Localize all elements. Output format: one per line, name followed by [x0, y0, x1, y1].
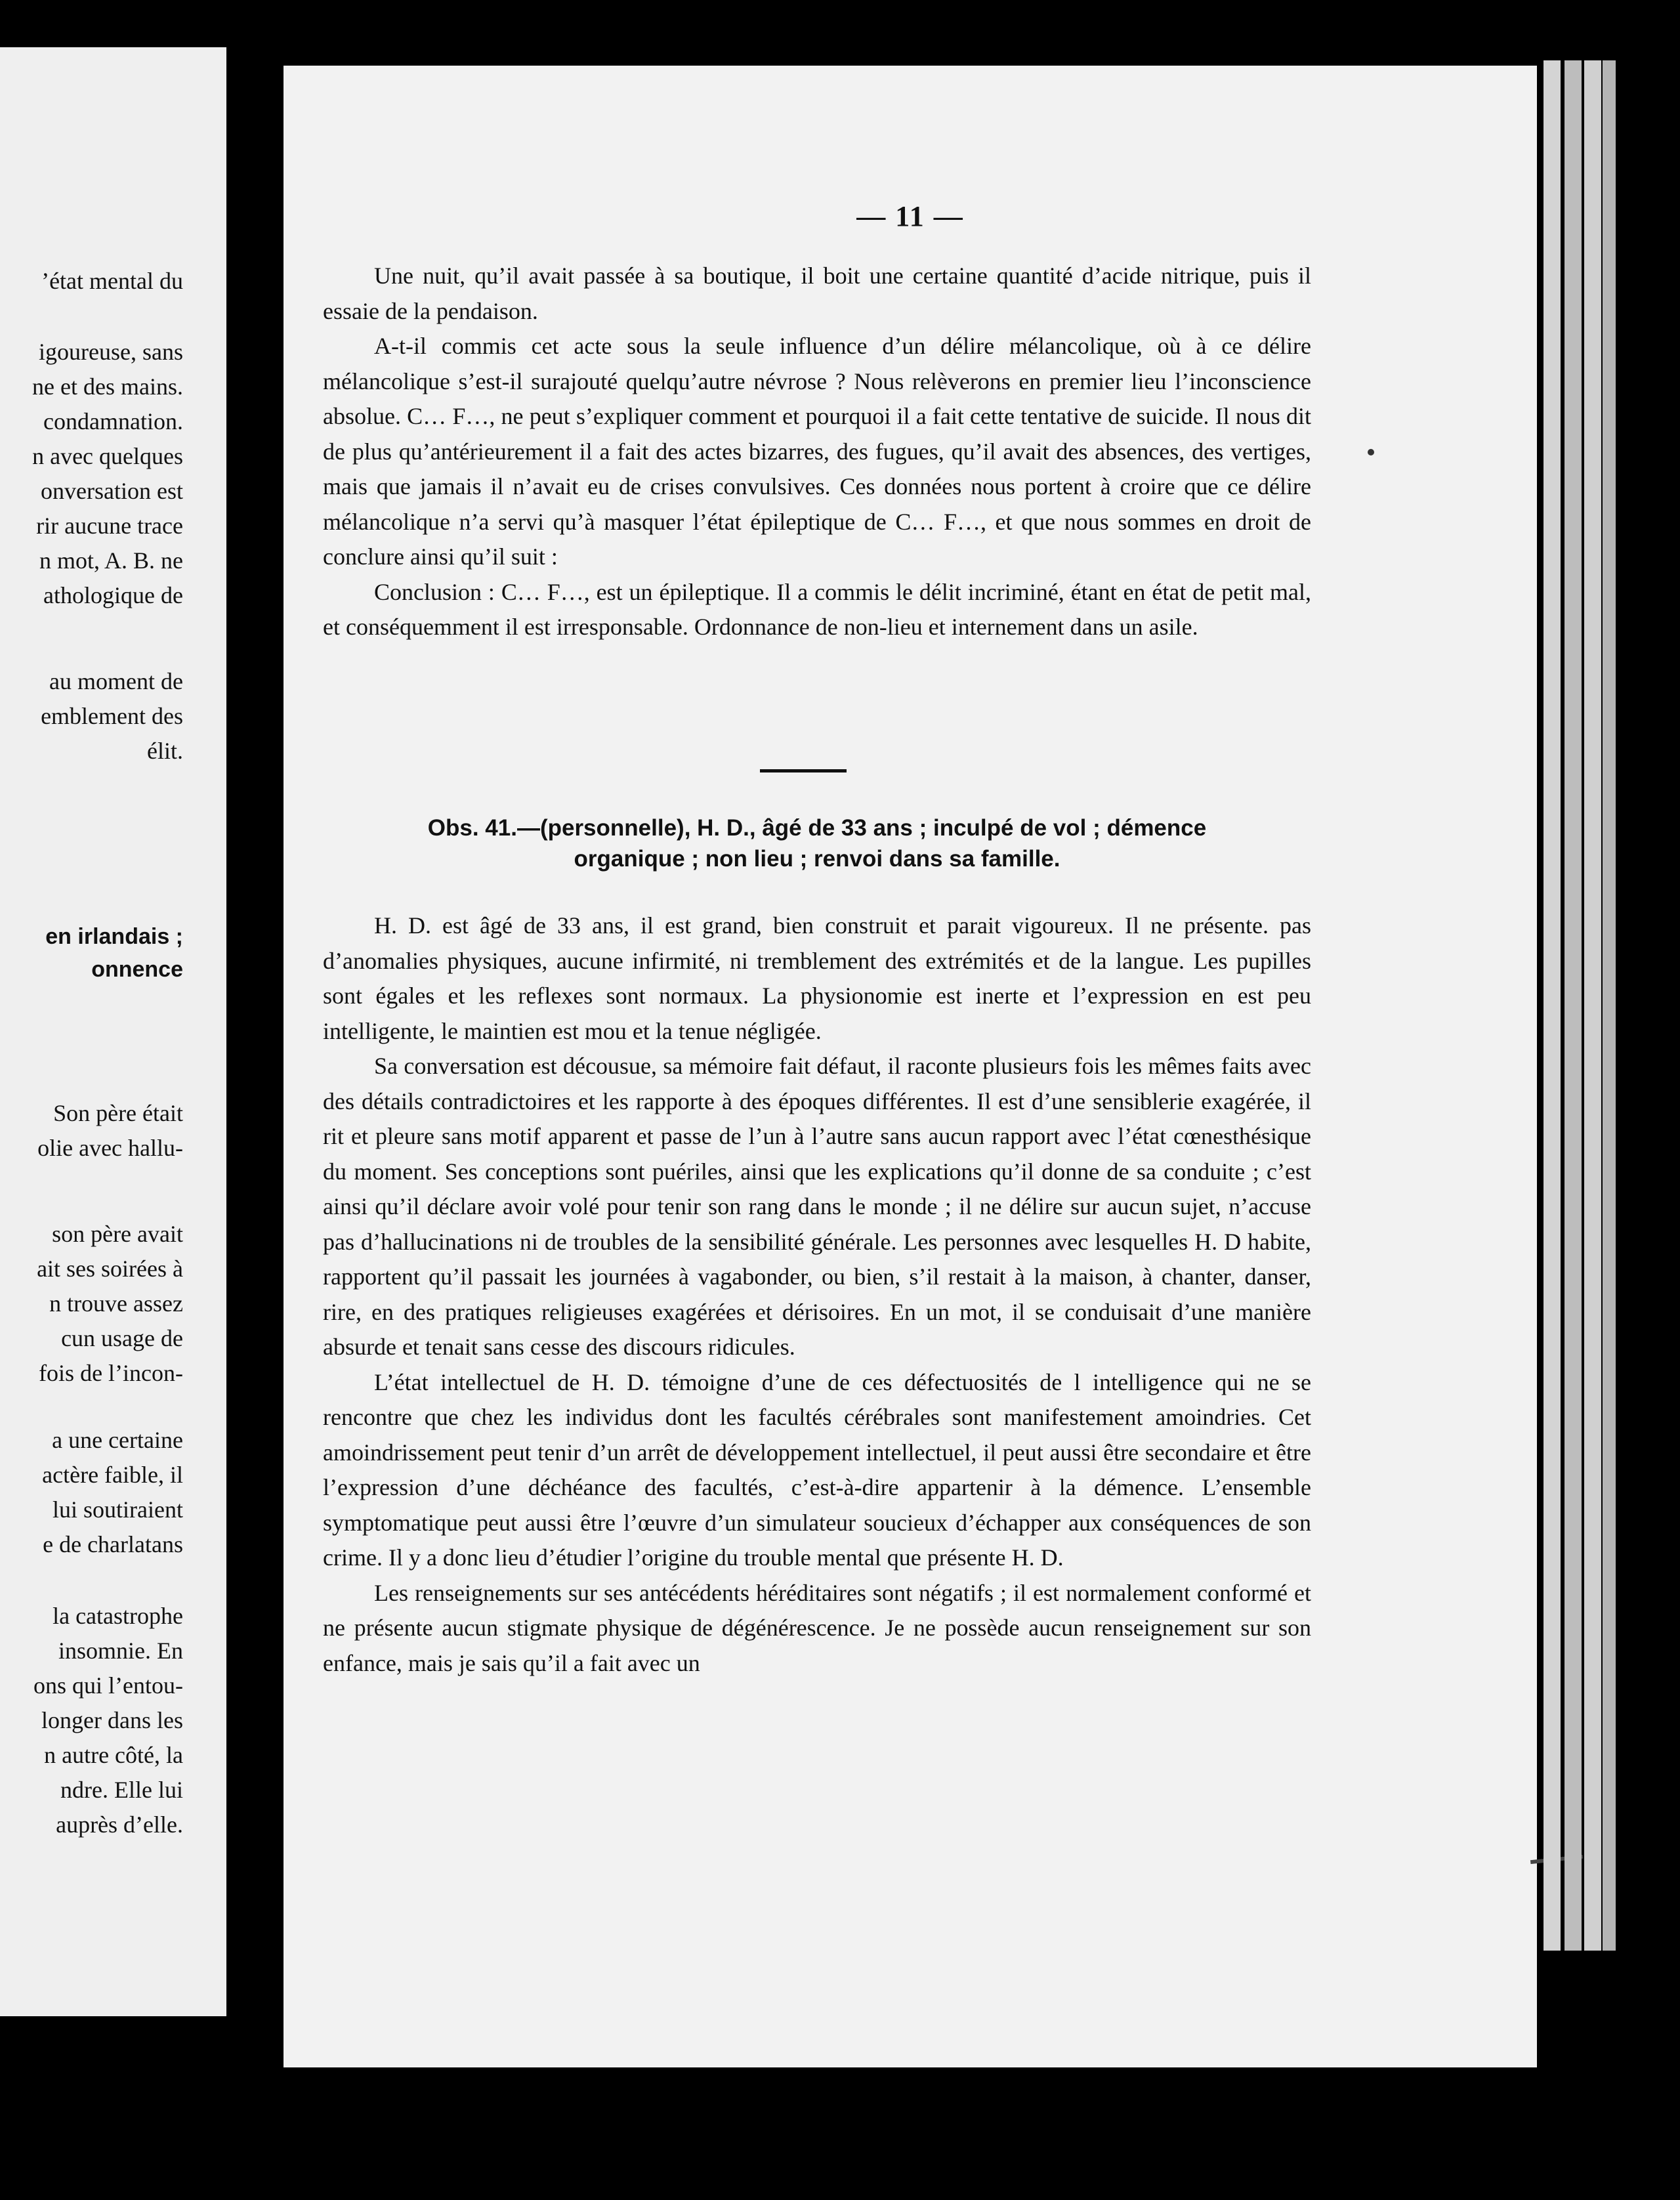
paragraph: H. D. est âgé de 33 ans, il est grand, bien construit et parait vigoureux. Il ne présente. pas d’anomalies physiques, aucune infirmité, ni tremblement des extrémités et de la langue. Les pupilles sont égales et les reflexes sont normaux. La physionomie est inerte et l’expression en est peu intelligente, le maintien est mou et la tenue négligée. — [323, 912, 1311, 1044]
paragraph: Les renseignements sur ses antécédents héréditaires sont négatifs ; il est normalement conformé et ne présente aucun stigmate physique de dégénérescence. Je ne possède aucun renseignement sur son enfance, mais je sais qu’il a fait avec un — [323, 1579, 1311, 1676]
page-number: — 11 — — [856, 200, 964, 232]
observation-heading-line-2: organique ; non lieu ; renvoi dans sa famille. — [574, 846, 1060, 872]
paragraph: Une nuit, qu’il avait passée à sa boutique, il boit une certaine quantité d’acide nitrique, puis il essaie de la pendaison. — [323, 263, 1311, 324]
paragraph-conclusion: Conclusion : C… F…, est un épileptique. Il a commis le délit incriminé, étant en état de petit mal, et conséquemment il est irresponsable. Ordonnance de non-lieu et internement dans un asile. — [323, 578, 1311, 640]
left-fragment-line: auprès d’elle. — [56, 1811, 183, 1838]
left-fragment-line: n trouve assez — [49, 1290, 183, 1317]
left-fragment-line: actère faible, il — [42, 1462, 183, 1488]
paragraph: L’état intellectuel de H. D. témoigne d’une de ces défectuosités de l intelligence qui ne se rencontre que chez les individus dont les facultés cérébrales sont manifestement amoindries. Cet amoindrissement peut tenir d’un arrêt de développement intellectuel, il peut aussi être secondaire et être l’expression d’une déchéance des facultés, c’est-à-dire appartenir à la démence. L’ensemble symptomatique peut aussi être l’œuvre d’un simulateur soucieux d’échapper aux conséquences de son crime. Il y a donc lieu d’étudier l’origine du trouble mental que présente H. D. — [323, 1368, 1311, 1571]
left-fragment-line: condamnation. — [43, 408, 183, 434]
left-fragment-line: ndre. Elle lui — [60, 1777, 183, 1803]
text-block-top — [323, 259, 1311, 645]
paragraph: A-t-il commis cet acte sous la seule influence d’un délire mélancolique, où à ce délire mélancolique s’est-il surajouté quelqu’autre névrose ? Nous relèverons en premier lieu l’inconscience absolue. C… F…, ne peut s’expliquer comment et pourquoi il a fait cette tentative de suicide. Il nous dit de plus qu’antérieurement il a fait des actes bizarres, des fugues, qu’il avait des absences, des vertiges, mais que jamais il n’avait eu de crises convulsives. Ces données nous portent à croire que ce délire mélancolique n’a servi qu’à masquer l’état épileptique de C… F…, et que nous sommes en droit de conclure ainsi qu’il suit : — [323, 333, 1311, 570]
left-fragment-heading: onnence — [91, 957, 183, 982]
section-divider — [760, 769, 847, 772]
observation-heading-line-1: Obs. 41.—(personnelle), H. D., âgé de 33 ans ; inculpé de vol ; démence — [427, 815, 1207, 841]
paragraph: Sa conversation est décousue, sa mémoire fait défaut, il raconte plusieurs fois les mêmes faits avec des détails contradictoires et les rapporte à des époques différentes. Il est d’une sensiblerie exagérée, il rit et pleure sans motif apparent et passe de l’un à l’autre sans aucun rapport avec l’état cœnesthésique du moment. Ses conceptions sont puériles, ainsi que les explications qu’il donne de sa conduite ; c’est ainsi qu’il déclare avoir volé pour tenir son rang dans le monde ; il ne délire sur aucun sujet, n’accuse pas d’hallucinations ni de troubles de la sensibilité générale. Les personnes avec lesquelles H. D habite, rapportent qu’il passait les journées à vagabonder, ou bien, s’il restait à la maison, à chanter, danser, rire, en des pratiques religieuses exagérées et dérisoires. En un mot, il se conduisait d’une manière absurde et tenait sans cesse des discours ridicules. — [323, 1053, 1311, 1360]
left-fragment-line: olie avec hallu- — [37, 1135, 183, 1161]
left-fragment-line: la catastrophe — [52, 1603, 183, 1629]
left-fragment-line: son père avait — [52, 1221, 183, 1247]
left-fragment-heading: en irlandais ; — [45, 924, 183, 949]
left-fragment-line: rir aucune trace — [36, 513, 183, 539]
ink-speck — [1368, 449, 1374, 455]
left-fragment-line: ’état mental du — [41, 268, 183, 294]
page-edge — [1584, 60, 1601, 1951]
left-fragment-line: n autre côté, la — [44, 1742, 183, 1768]
left-fragment-line: ait ses soirées à — [37, 1256, 183, 1282]
left-fragment-line: cun usage de — [61, 1325, 183, 1351]
left-page-fragment — [0, 47, 226, 2016]
left-fragment-line: ne et des mains. — [32, 373, 183, 400]
left-fragment-line: n avec quelques — [32, 443, 183, 469]
left-fragment-line: athologique de — [43, 582, 183, 608]
text-block-bottom — [323, 908, 1311, 1681]
left-fragment-line: onversation est — [41, 478, 183, 504]
left-fragment-line: a une certaine — [52, 1427, 183, 1453]
left-fragment-line: ons qui l’entou- — [33, 1672, 183, 1699]
left-fragment-line: longer dans les — [41, 1707, 183, 1733]
left-fragment-line: igoureuse, sans — [39, 339, 183, 365]
page-edge — [1603, 60, 1616, 1951]
left-fragment-line: fois de l’incon- — [39, 1360, 183, 1386]
left-fragment-line: emblement des — [41, 703, 183, 729]
left-fragment-line: e de charlatans — [43, 1531, 183, 1557]
left-fragment-line: au moment de — [49, 668, 183, 694]
left-fragment-line: élit. — [147, 738, 183, 764]
observation-heading — [323, 813, 1311, 874]
right-page — [284, 66, 1537, 2067]
left-fragment-line: Son père était — [53, 1100, 183, 1126]
left-fragment-line: insomnie. En — [58, 1638, 183, 1664]
page-edge — [1544, 60, 1561, 1951]
left-fragment-line: n mot, A. B. ne — [39, 547, 183, 574]
left-fragment-line: lui soutiraient — [52, 1496, 183, 1523]
page-edge — [1564, 60, 1582, 1951]
